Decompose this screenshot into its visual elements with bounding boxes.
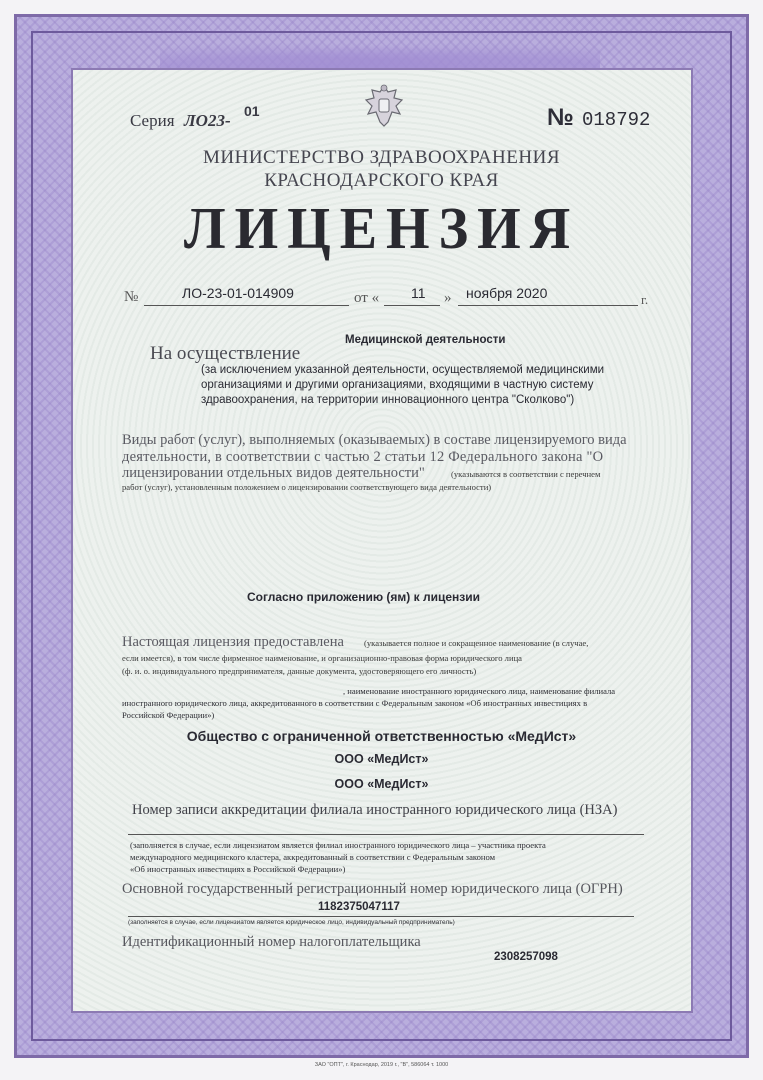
document-title: ЛИЦЕНЗИЯ bbox=[183, 196, 580, 262]
number-sign: № bbox=[547, 104, 574, 131]
works-value: Согласно приложению (ям) к лицензии bbox=[247, 590, 480, 604]
license-day: 11 bbox=[411, 285, 426, 301]
holder-line-1-note: (указывается полное и сокращенное наименование (в случае, bbox=[364, 638, 589, 648]
activity-value: Медицинской деятельности bbox=[345, 334, 506, 346]
works-line-3-note: (указываются в соответствии с перечнем bbox=[451, 469, 601, 479]
underline bbox=[458, 305, 638, 306]
series-label: Серия bbox=[130, 111, 175, 130]
ogrn-underline bbox=[128, 916, 634, 917]
ogrn-label: Основной государственный регистрационный номер юридического лица (ОГРН) bbox=[122, 881, 623, 897]
underline bbox=[144, 305, 349, 306]
nza-label: Номер записи аккредитации филиала иностранного юридического лица (НЗА) bbox=[132, 802, 618, 818]
ministry-line-2: КРАСНОДАРСКОГО КРАЯ bbox=[264, 170, 499, 191]
holder-foreign-2: иностранного юридического лица, аккредитованного в соответствии с Федеральным законом «Об иностранных инвестициях в bbox=[122, 698, 588, 708]
works-line-1: Виды работ (услуг), выполняемых (оказываемых) в составе лицензируемого вида bbox=[122, 432, 627, 448]
activity-note-1: (за исключением указанной деятельности, осуществляемой медицинскими bbox=[201, 364, 605, 376]
underline bbox=[384, 305, 440, 306]
holder-line-3: (ф. и. о. индивидуального предпринимателя, данные документа, удостоверяющего его личность) bbox=[122, 666, 477, 676]
series-suffix: 01 bbox=[244, 103, 260, 119]
form-number: 018792 bbox=[582, 109, 651, 131]
holder-line-1: Настоящая лицензия предоставлена bbox=[122, 634, 344, 650]
works-line-2: деятельности, в соответствии с частью 2 статьи 12 Федерального закона "О bbox=[122, 449, 604, 465]
license-number: ЛО-23-01-014909 bbox=[182, 285, 294, 301]
nza-note-3: «Об иностранных инвестициях в Российской Федерации») bbox=[130, 864, 346, 874]
coat-of-arms-icon bbox=[362, 82, 406, 130]
year-suffix: г. bbox=[641, 292, 649, 307]
ogrn-note: (заполняется в случае, если лицензиатом является юридическое лицо, индивидуальный предприниматель) bbox=[128, 919, 455, 926]
license-date: ноября 2020 bbox=[466, 285, 548, 301]
license-from-label: от « bbox=[354, 290, 380, 306]
ministry-line-1: МИНИСТЕРСТВО ЗДРАВООХРАНЕНИЯ bbox=[203, 147, 560, 168]
nza-note-2: международного медицинского кластера, аккредитованный в соответствии с Федеральным законом bbox=[130, 852, 496, 862]
works-line-3: лицензировании отдельных видов деятельности" bbox=[122, 465, 425, 481]
nza-note-1: (заполняется в случае, если лицензиатом является филиал иностранного юридического лица – участника проекта bbox=[130, 840, 546, 850]
inn-value: 2308257098 bbox=[494, 951, 558, 963]
activity-label: На осуществление bbox=[150, 343, 301, 364]
series-value: ЛО23- bbox=[184, 111, 231, 130]
nza-underline bbox=[128, 834, 644, 835]
holder-foreign-3: Российской Федерации») bbox=[122, 710, 215, 720]
holder-line-2: если имеется), в том числе фирменное наименование, и организационно-правовая форма юридического лица bbox=[122, 653, 522, 663]
inn-label: Идентификационный номер налогоплательщика bbox=[122, 934, 421, 950]
license-day-close: » bbox=[444, 290, 452, 306]
ogrn-value: 1182375047117 bbox=[318, 901, 400, 913]
holder-foreign-1: , наименование иностранного юридического лица, наименование филиала bbox=[343, 686, 616, 696]
activity-note-2: организациями и другими организациями, входящими в частную систему bbox=[201, 379, 594, 391]
activity-note-3: здравоохранения, на территории инновационного центра "Сколково") bbox=[201, 394, 575, 406]
holder-short-name-1: ООО «МедИст» bbox=[334, 752, 429, 766]
printer-imprint: ЗАО "ОПТ", г. Краснодар, 2019 г., "В", 586064 т. 1000 bbox=[314, 1062, 449, 1068]
holder-full-name: Общество с ограниченной ответственностью «МедИст» bbox=[186, 728, 577, 744]
works-line-4: работ (услуг), установленным положением о лицензировании соответствующего вида деятельности) bbox=[122, 482, 492, 492]
license-no-label: № bbox=[124, 289, 139, 305]
holder-short-name-2: ООО «МедИст» bbox=[334, 777, 429, 791]
